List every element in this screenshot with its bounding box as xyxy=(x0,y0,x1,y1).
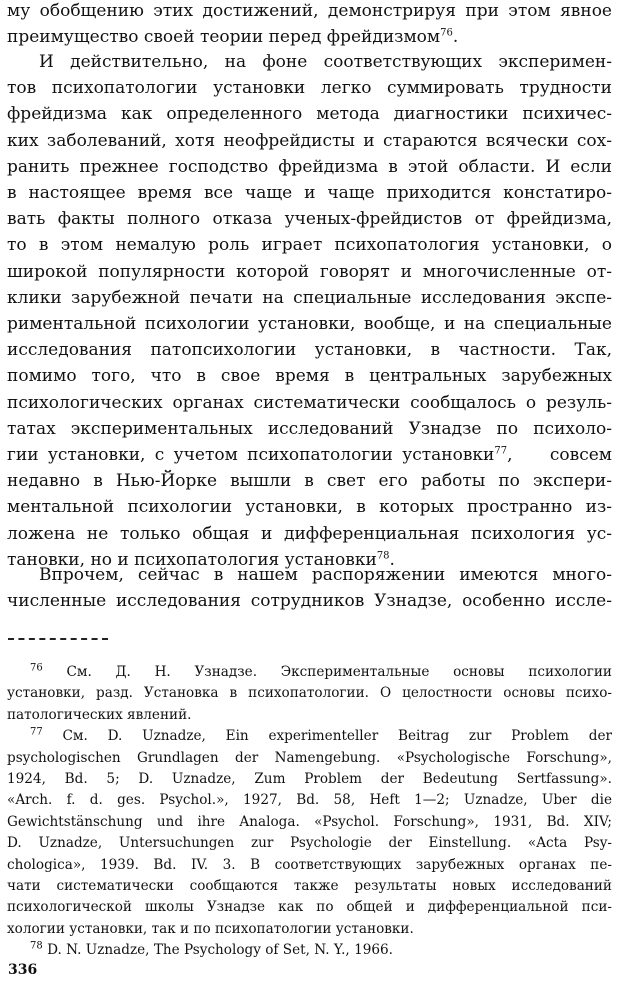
footnote-mark: 77 xyxy=(30,726,43,738)
footnote-line: Gewichtstänschung und ihre Analoga. «Psychol. Forschung», 1931, Bd. XIV; xyxy=(7,813,612,830)
footnote-77 xyxy=(7,726,612,940)
text-line-content: тановки, но и психопатология установки xyxy=(7,549,377,570)
text-line: ких заболеваний, хотя неофрейдисты и стараются всячески сох- xyxy=(7,130,612,151)
footnote-line: хологии установки, так и по психопатологии установки. xyxy=(7,920,414,937)
text-line-tail: совсем xyxy=(549,445,613,466)
footnote-line: установки, разд. Установка в психопатологии. О целостности основы психо- xyxy=(7,685,612,702)
text-line: му обобщению этих достижений, демонстрируя при этом явное xyxy=(7,1,612,21)
footnote-76 xyxy=(7,662,612,726)
footnote-mark: 78 xyxy=(30,940,43,952)
text-line: ранить прежнее господство фрейдизма в этой области. И если xyxy=(7,156,612,177)
paragraph-1 xyxy=(7,0,612,50)
footnote-separator xyxy=(8,638,108,642)
text-line: исследования патопсихологии установки, в частности. Так, xyxy=(7,340,612,361)
footnote-line: 1924, Bd. 5; D. Uznadze, Zum Problem der Bedeutung Sertfassung». xyxy=(7,771,612,788)
text-line: И действительно, на фоне соответствующих эксперимен- xyxy=(39,52,612,72)
period: . xyxy=(389,549,395,570)
text-line: то в этом немалую роль играет психопатология установки, о xyxy=(7,235,612,256)
text-line: в настоящее время все чаще и чаще приходится констатиро- xyxy=(7,183,612,204)
footnote-line: chologica», 1939. Bd. IV. 3. В соответствующих зарубежных органах пе- xyxy=(7,856,612,873)
footnote-ref-77: 77 xyxy=(494,445,508,457)
footnote-mark: 76 xyxy=(30,662,43,674)
text-line: риментальной психологии установки, вообще, и на специальные xyxy=(7,314,612,335)
text-line: ментальной психологии установки, в которых пространно из- xyxy=(7,497,612,518)
footnote-line: психологической школы Узнадзе как по общей и дифференциальной пси- xyxy=(7,899,612,916)
text-line: Впрочем, сейчас в нашем распоряжении имеются много- xyxy=(39,565,612,585)
text-line: татах экспериментальных исследований Узнадзе по психоло- xyxy=(7,418,612,439)
footnote-line xyxy=(7,726,612,747)
text-line xyxy=(7,24,612,50)
paragraph-3 xyxy=(7,562,612,614)
page-number: 336 xyxy=(8,962,38,978)
text-line: ложена не только общая и дифференциальная психология ус- xyxy=(7,523,612,544)
footnote-line: патологических явлений. xyxy=(7,706,192,723)
text-line: помимо того, что в свое время в центральных зарубежных xyxy=(7,366,612,387)
footnote-line: «Arch. f. d. ges. Psychol.», 1927, Bd. 58, Heft 1—2; Uznadze, Uber die xyxy=(7,792,612,809)
text-line-content: гии установки, с учетом психопатологии установки xyxy=(7,445,495,466)
text-line: широкой популярности которой говорят и многочисленные от- xyxy=(7,261,612,282)
footnote-line xyxy=(7,662,612,683)
text-line-content: преимущество своей теории перед фрейдизмом xyxy=(7,27,441,48)
footnote-line: D. Uznadze, Untersuchungen zur Psychologie der Einstellung. «Acta Psy- xyxy=(7,835,612,852)
comma: , xyxy=(507,445,513,466)
footnote-line: psychologischen Grundlagen der Namengebung. «Psychologische Forschung», xyxy=(7,749,612,766)
footnotes xyxy=(7,662,612,962)
text-line: фрейдизма как определенного метода диагностики психичес- xyxy=(7,104,612,125)
text-line: клики зарубежной печати на специальные исследования экспе- xyxy=(7,287,612,308)
footnote-line: чати систематически сообщаются также результаты новых исследований xyxy=(7,878,612,895)
text-line: психологических органах систематически сообщалось о резуль- xyxy=(7,392,612,413)
footnote-ref-76: 76 xyxy=(440,27,453,39)
paragraph-2 xyxy=(7,49,612,573)
footnote-text: См. D. Uznadze, Ein experimenteller Beitrag zur Problem der xyxy=(62,728,612,745)
footnote-text: См. Д. Н. Узнадзе. Экспериментальные основы психологии xyxy=(66,664,612,680)
period: . xyxy=(452,27,459,48)
text-line: вать факты полного отказа ученых-фрейдистов от фрейдизма, xyxy=(7,209,612,230)
text-line xyxy=(7,442,612,468)
text-line: численные исследования сотрудников Узнадзе, особенно иссле- xyxy=(7,591,612,612)
footnote-78 xyxy=(7,940,612,961)
text-line: недавно в Нью-Йорке вышли в свет его работы по экспери- xyxy=(7,471,612,492)
footnote-ref-78: 78 xyxy=(376,550,390,562)
text-line: тов психопатологии установки легко суммировать трудности xyxy=(7,78,612,99)
footnote-line xyxy=(7,940,612,961)
footnote-text: D. N. Uznadze, The Psychology of Set, N. Y., 1966. xyxy=(47,942,393,959)
